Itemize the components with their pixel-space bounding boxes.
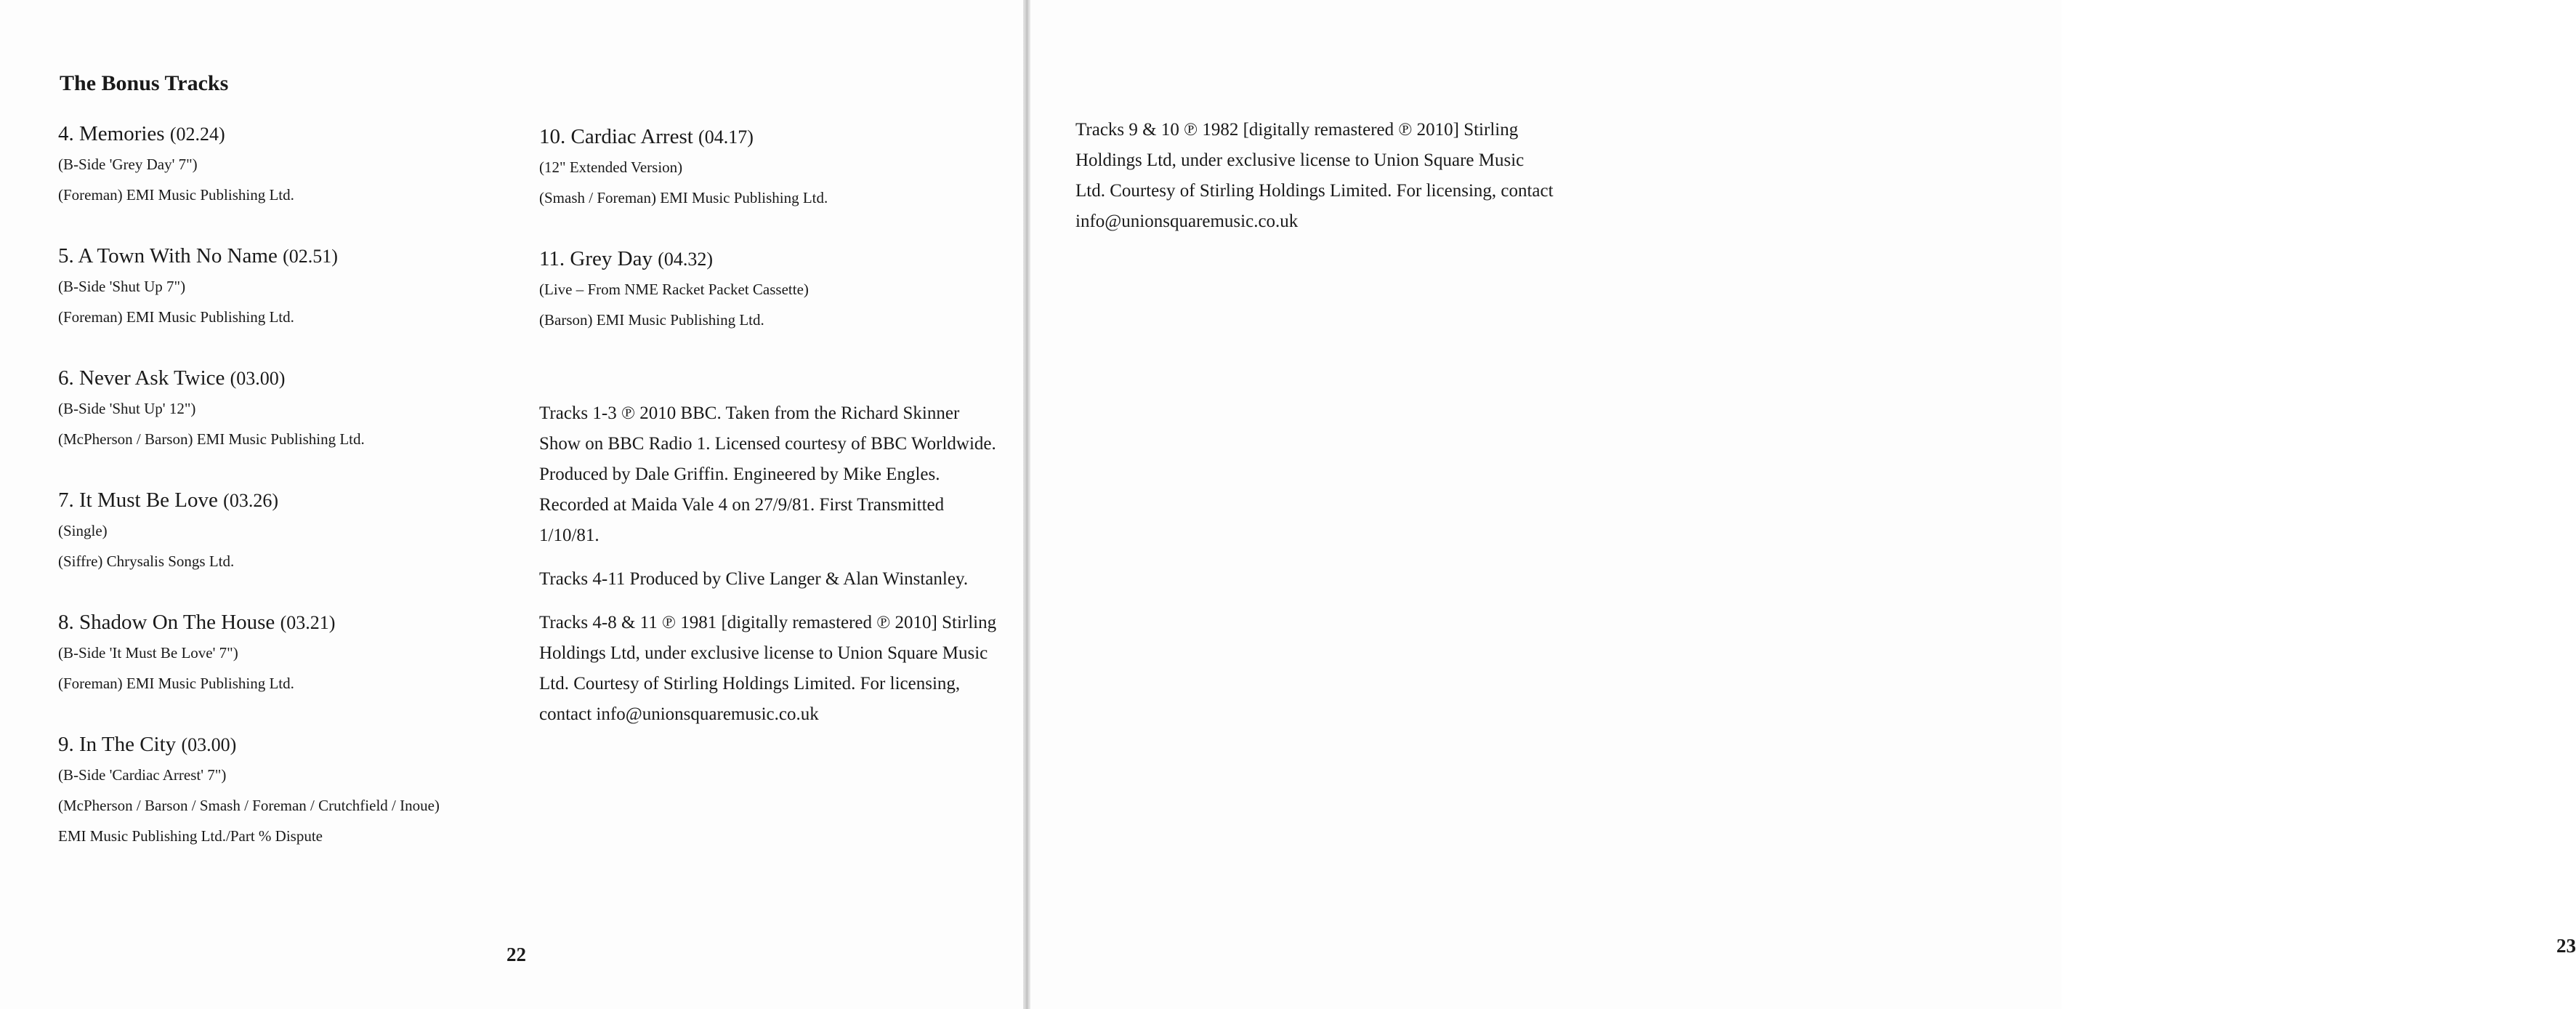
track-name: 6. Never Ask Twice	[58, 366, 225, 390]
producer-note: Tracks 4-11 Produced by Clive Langer & Alan Winstanley.	[539, 569, 969, 589]
track-source: (Live – From NME Racket Packet Cassette)	[539, 281, 809, 298]
track-duration: (03.00)	[230, 368, 286, 389]
track-duration: (03.26)	[223, 490, 278, 511]
track-source: (Single)	[58, 522, 108, 539]
license-note: Tracks 4-8 & 11 ℗ 1981 [digitally remastered ℗ 2010] Stirling Holdings Ltd, under exclusive license to Union Square Music Ltd. Courtesy of Stirling Holdings Limited. For licensing, contact info@unionsquaremusic.co.uk	[539, 613, 997, 724]
track-duration: (03.00)	[181, 734, 237, 755]
track-name: 7. It Must Be Love	[58, 489, 218, 512]
page-number-right: 23	[2556, 935, 2576, 957]
page-number-left: 22	[506, 944, 526, 965]
track-item	[58, 486, 523, 576]
track-writers: (McPherson / Barson / Smash / Foreman / Crutchfield / Inoue)	[58, 797, 440, 814]
track-duration: (02.24)	[169, 124, 225, 145]
section-heading: The Bonus Tracks	[60, 71, 229, 95]
track-duration: (04.17)	[698, 126, 754, 148]
credits-notes	[539, 398, 1004, 743]
track-name: 5. A Town With No Name	[58, 244, 278, 268]
track-title	[58, 486, 523, 515]
track-publisher: (Siffre) Chrysalis Songs Ltd.	[58, 552, 235, 570]
track-publisher: EMI Music Publishing Ltd./Part % Dispute	[58, 827, 323, 845]
track-column-b	[539, 122, 1004, 366]
track-column-a	[58, 119, 523, 883]
track-publisher: (Foreman) EMI Music Publishing Ltd.	[58, 675, 294, 692]
track-source: (B-Side 'Shut Up 7")	[58, 278, 186, 295]
track-item	[58, 241, 523, 332]
track-name: 4. Memories	[58, 122, 165, 145]
track-item	[58, 363, 523, 454]
left-page	[0, 0, 1023, 1009]
track-item	[539, 244, 1004, 335]
track-title	[539, 122, 1004, 152]
track-item	[58, 608, 523, 699]
track-source: (B-Side 'Cardiac Arrest' 7")	[58, 766, 227, 784]
track-publisher: (Foreman) EMI Music Publishing Ltd.	[58, 308, 294, 326]
track-duration: (03.21)	[280, 612, 336, 633]
track-duration: (04.32)	[658, 249, 714, 270]
track-source: (12" Extended Version)	[539, 158, 683, 176]
track-name: 11. Grey Day	[539, 247, 653, 270]
track-name: 10. Cardiac Arrest	[539, 125, 693, 148]
track-name: 9. In The City	[58, 733, 177, 756]
track-item	[58, 730, 523, 851]
track-title	[58, 730, 523, 760]
track-name: 8. Shadow On The House	[58, 611, 275, 634]
track-source: (B-Side 'Grey Day' 7")	[58, 156, 198, 173]
track-source: (B-Side 'It Must Be Love' 7")	[58, 644, 238, 662]
license-note-right: Tracks 9 & 10 ℗ 1982 [digitally remastered ℗ 2010] Stirling Holdings Ltd, under exclusive license to Union Square Music Ltd. Courtesy of Stirling Holdings Limited. For licensing, contact info@unionsquaremusic.co.uk	[1075, 120, 1554, 231]
track-duration: (02.51)	[283, 246, 338, 267]
track-publisher: (Barson) EMI Music Publishing Ltd.	[539, 311, 764, 329]
track-source: (B-Side 'Shut Up' 12")	[58, 400, 196, 417]
bbc-credit-note: Tracks 1-3 ℗ 2010 BBC. Taken from the Richard Skinner Show on BBC Radio 1. Licensed courtesy of BBC Worldwide. Produced by Dale Griffin. Engineered by Mike Engles. Recorded at Maida Vale 4 on 27/9/81. First Transmitted 1/10/81.	[539, 403, 996, 545]
track-item	[58, 119, 523, 210]
track-item	[539, 122, 1004, 213]
book-gutter	[1023, 0, 1030, 1009]
track-publisher: (Smash / Foreman) EMI Music Publishing Ltd.	[539, 189, 828, 206]
track-title	[58, 608, 523, 638]
track-title	[58, 119, 523, 149]
track-title	[539, 244, 1004, 274]
track-publisher: (McPherson / Barson) EMI Music Publishing Ltd.	[58, 430, 365, 448]
track-title	[58, 363, 523, 393]
track-title	[58, 241, 523, 271]
track-publisher: (Foreman) EMI Music Publishing Ltd.	[58, 186, 294, 204]
